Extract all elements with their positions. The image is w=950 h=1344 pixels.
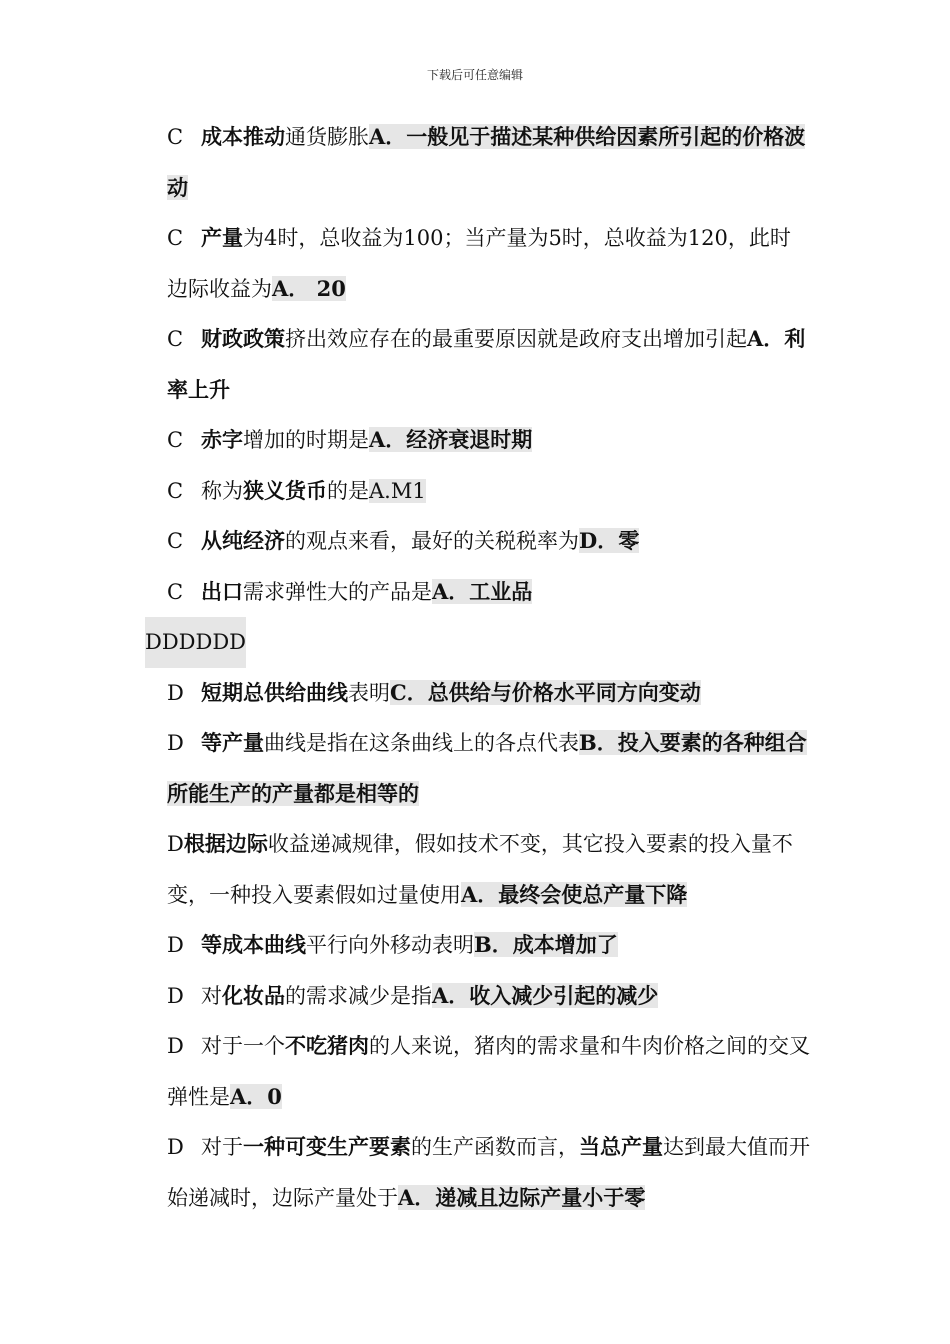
question-text: 表明 xyxy=(348,680,390,705)
question-item xyxy=(145,516,810,567)
answer-letter: C xyxy=(167,428,184,452)
answer-letter: C xyxy=(167,579,184,604)
question-item xyxy=(145,567,810,618)
question-text: 对于一个 xyxy=(201,1034,285,1058)
question-item xyxy=(145,415,810,466)
section-heading: DDDDDD xyxy=(145,617,246,668)
keyword: A．利率上升 xyxy=(167,326,806,402)
document-body xyxy=(145,112,810,1223)
answer-highlight: B．投入要素的各种组合所能生产的产量都是相等的 xyxy=(167,730,807,806)
keyword: 财政政策 xyxy=(201,326,285,351)
answer-highlight: A．递减且边际产量小于零 xyxy=(398,1184,646,1210)
question-text: 的观点来看，最好的关税税率为 xyxy=(285,529,579,553)
question-item xyxy=(145,314,810,415)
question-item xyxy=(145,819,810,920)
keyword: 不吃猪肉 xyxy=(285,1033,369,1058)
question-text: 通货膨胀 xyxy=(285,125,369,149)
question-text: 挤出效应存在的最重要原因就是政府支出增加引起 xyxy=(285,327,747,351)
question-text: 增加的时期是 xyxy=(243,428,369,452)
keyword: 狭义货币 xyxy=(243,477,327,503)
question-text: 的是 xyxy=(327,478,369,503)
answer-highlight: A．收入减少引起的减少 xyxy=(432,982,659,1008)
answer-letter: C xyxy=(167,529,184,553)
question-text: 平行向外移动表明 xyxy=(306,933,474,957)
answer-letter: C xyxy=(167,478,184,503)
question-item xyxy=(145,213,810,314)
answer-highlight: A． 20 xyxy=(272,275,346,301)
answer-letter: D xyxy=(167,933,184,957)
question-item xyxy=(145,920,810,971)
keyword: 一种可变生产要素 xyxy=(243,1134,411,1159)
question-text: 为4时，总收益为100；当产量为5时，总收益为120，此时边际收益为 xyxy=(167,226,791,301)
question-text: 的生产函数而言， xyxy=(411,1135,579,1159)
question-text: 需求弹性大的产品是 xyxy=(243,579,432,604)
answer-highlight: A．工业品 xyxy=(432,578,533,604)
answer-highlight: A.M1 xyxy=(369,478,426,503)
question-text: 的需求减少是指 xyxy=(285,983,432,1008)
answer-letter: D xyxy=(167,1034,184,1058)
question-text: 的人来说，猪肉的需求量和牛肉价格之间的交叉弹性是 xyxy=(167,1034,810,1109)
answer-letter: D xyxy=(167,680,184,705)
question-text: 达到最大值而开始递减时，边际产量处于 xyxy=(167,1135,810,1210)
question-item xyxy=(145,971,810,1022)
question-text: 称为 xyxy=(201,478,243,503)
answer-highlight: A．一般见于描述某种供给因素所引起的价格波动 xyxy=(167,124,806,200)
keyword: 等成本曲线 xyxy=(201,932,306,957)
question-item xyxy=(145,1122,810,1223)
keyword: 赤字 xyxy=(201,427,243,452)
question-item xyxy=(145,668,810,719)
answer-highlight: A．经济衰退时期 xyxy=(369,427,533,452)
keyword: 短期总供给曲线 xyxy=(201,679,348,705)
question-text: 曲线是指在这条曲线上的各点代表 xyxy=(264,731,579,755)
keyword: 成本推动 xyxy=(201,124,285,149)
question-text: 对 xyxy=(201,983,222,1008)
answer-highlight: C．总供给与价格水平同方向变动 xyxy=(390,679,701,705)
question-item xyxy=(145,112,810,213)
section-heading-row xyxy=(145,617,810,668)
keyword: 出口 xyxy=(201,578,243,604)
question-text: 对于 xyxy=(201,1135,243,1159)
answer-letter: D xyxy=(167,731,184,755)
answer-highlight: A．最终会使总产量下降 xyxy=(461,881,688,907)
keyword: 化妆品 xyxy=(222,982,285,1008)
answer-highlight: D．零 xyxy=(579,528,640,553)
answer-letter: D xyxy=(167,1135,184,1159)
answer-letter: C xyxy=(167,125,184,149)
keyword: 根据边际 xyxy=(183,831,268,856)
answer-letter: D xyxy=(167,983,184,1008)
keyword: 产量 xyxy=(201,225,243,250)
answer-letter: C xyxy=(167,327,184,351)
question-item xyxy=(145,718,810,819)
answer-highlight: B．成本增加了 xyxy=(474,932,618,957)
page-header: 下载后可任意编辑 xyxy=(426,68,523,82)
question-text: 收益递减规律，假如技术不变，其它投入要素的投入量不变，一种投入要素假如过量使用 xyxy=(167,832,793,907)
keyword: 等产量 xyxy=(201,730,264,755)
question-item xyxy=(145,1021,810,1122)
answer-letter: D xyxy=(167,832,184,856)
answer-letter: C xyxy=(167,226,184,250)
keyword: 从纯经济 xyxy=(201,528,285,553)
answer-highlight: A．0 xyxy=(230,1083,282,1109)
keyword: 当总产量 xyxy=(579,1134,663,1159)
question-item xyxy=(145,466,810,517)
